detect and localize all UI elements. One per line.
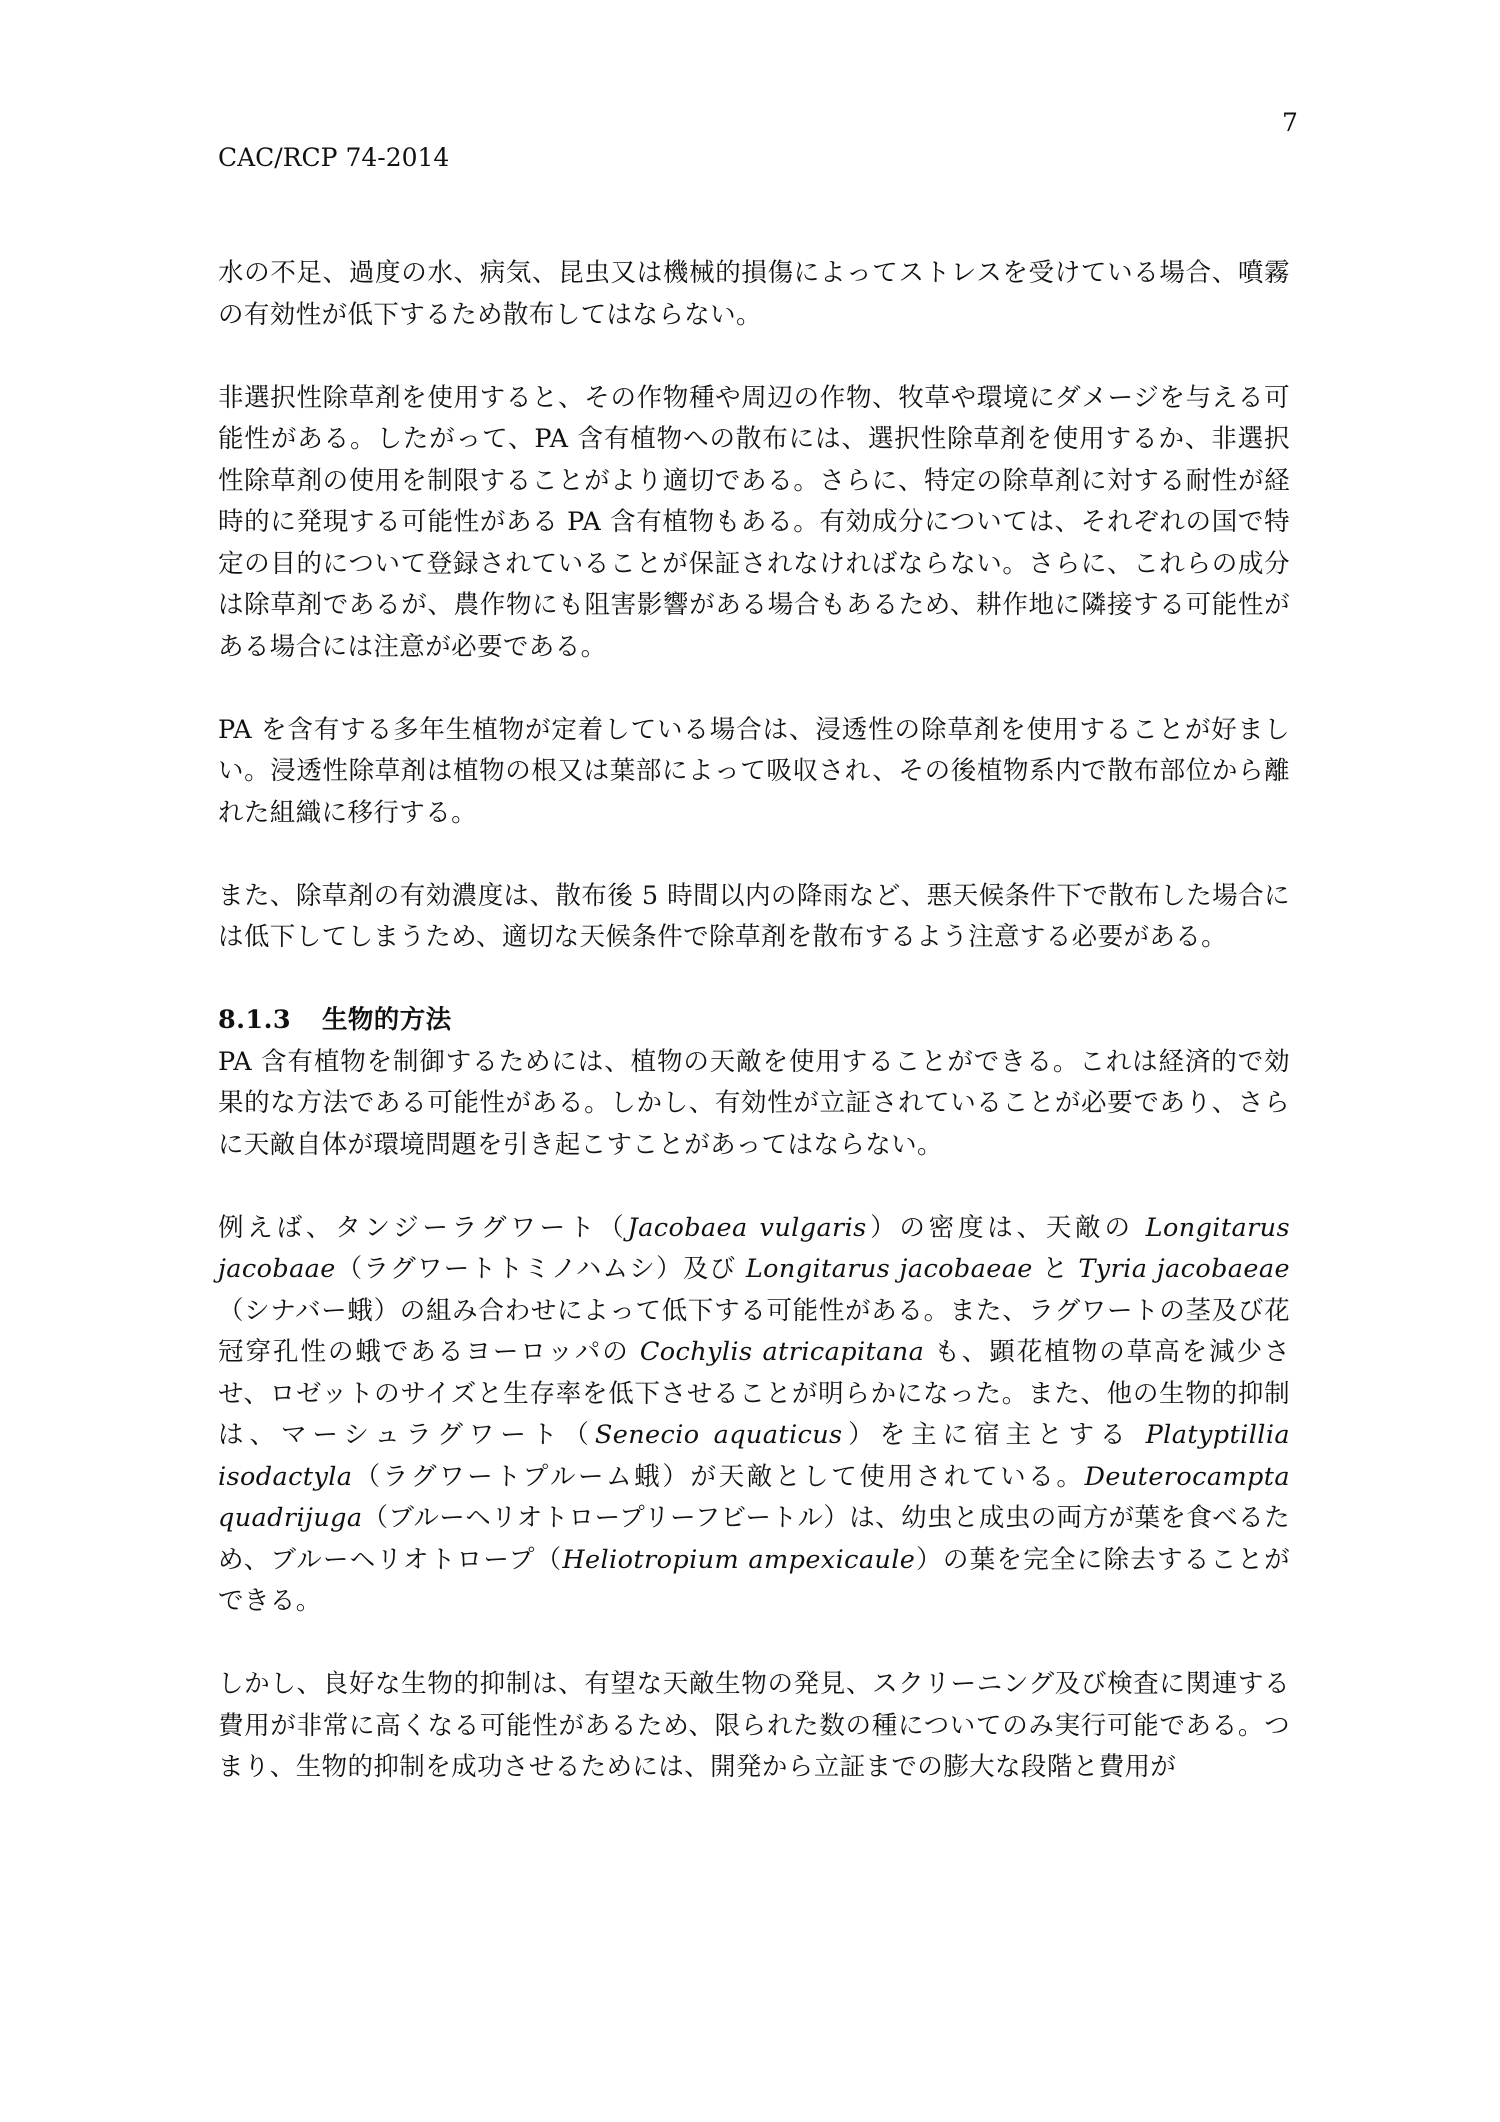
species-name: Longitarus jacobaae	[218, 1212, 1290, 1284]
text-run: （シナバー蛾）の組み合わせによって低下する可能性がある。また、ラグワートの茎及び花冠穿孔性の蛾であるヨーロッパの	[218, 1295, 1290, 1367]
text-run: （ラグワートプルーム蛾）が天敵として使用されている。	[352, 1461, 1085, 1492]
paragraph-non-selective-herbicides: 非選択性除草剤を使用すると、その作物種や周辺の作物、牧草や環境にダメージを与える可能性がある。したがって、PA 含有植物への散布には、選択性除草剤を使用するか、非選択性除草剤の使用を制限することがより適切である。さらに、特定の除草剤に対する耐性が経時的に発現する可能性がある PA 含有植物もある。有効成分については、それぞれの国で特定の目的について登録されていることが保証されなければならない。さらに、これらの成分は除草剤であるが、農作物にも阻害影響がある場合もあるため、耕作地に隣接する可能性がある場合には注意が必要である。	[218, 382, 1290, 662]
paragraph-biological-cost: しかし、良好な生物的抑制は、有望な天敵生物の発見、スクリーニング及び検査に関連する費用が非常に高くなる可能性があるため、限られた数の種についてのみ実行可能である。つまり、生物的抑制を成功させるためには、開発から立証までの膨大な段階と費用が	[218, 1669, 1290, 1782]
species-name: Senecio aquaticus	[594, 1420, 843, 1450]
document-code: CAC/RCP 74-2014	[218, 143, 450, 172]
text-run: （ブルーヘリオトロープリーフビートル）は、幼虫と成虫の両方が葉を食べるため、ブルーヘリオトロープ（	[218, 1503, 1290, 1575]
species-name: Deuterocampta quadrijuga	[218, 1461, 1290, 1533]
text-run: （ラグワートトミノハムシ）及び	[335, 1254, 746, 1284]
paragraph-systemic-herbicides: PA を含有する多年生植物が定着している場合は、浸透性の除草剤を使用することが好ましい。浸透性除草剤は植物の根又は葉部によって吸収され、その後植物系内で散布部位から離れた組織に移行する。	[218, 714, 1290, 828]
section-title: 生物的方法	[322, 1005, 452, 1035]
text-run: 例えば、タンジーラグワート（	[218, 1212, 628, 1243]
paragraph-biological-intro: PA 含有植物を制御するためには、植物の天敵を使用することができる。これは経済的で効果的な方法である可能性がある。しかし、有効性が立証されていることが必要であり、さらに天敵自体が環境問題を引き起こすことがあってはならない。	[218, 1046, 1290, 1160]
species-name: Tyria jacobaeae	[1078, 1254, 1290, 1284]
document-body	[218, 253, 1290, 1830]
text-run: ）の葉を完全に除去することができる。	[218, 1544, 1290, 1616]
section-number: 8.1.3	[218, 1005, 291, 1035]
text-run: ）を主に宿主とする	[842, 1420, 1146, 1450]
species-name: Platyptillia isodactyla	[218, 1420, 1290, 1492]
text-run: と	[1032, 1254, 1079, 1284]
text-run: ）の密度は、天敵の	[866, 1212, 1146, 1243]
species-name: Cochylis atricapitana	[639, 1337, 925, 1367]
paragraph-biological-examples	[218, 1208, 1290, 1623]
paragraph-water-stress: 水の不足、過度の水、病気、昆虫又は機械的損傷によってストレスを受けている場合、噴霧の有効性が低下するため散布してはならない。	[218, 258, 1290, 330]
species-name: Longitarus jacobaeae	[745, 1254, 1033, 1284]
text-run: も、顕花植物の草高を減少させ、ロゼットのサイズと生存率を低下させることが明らかになった。また、他の生物的抑制は、マーシュラグワート（	[218, 1337, 1291, 1450]
species-name: Heliotropium ampexicaule	[562, 1544, 916, 1575]
species-name: Jacobaea vulgaris	[627, 1212, 867, 1243]
page-number: 7	[1282, 108, 1298, 137]
section-heading	[218, 1000, 1290, 1042]
paragraph-weather-conditions: また、除草剤の有効濃度は、散布後 5 時間以内の降雨など、悪天候条件下で散布した場合には低下してしまうため、適切な天候条件で除草剤を散布するよう注意する必要がある。	[218, 880, 1290, 952]
